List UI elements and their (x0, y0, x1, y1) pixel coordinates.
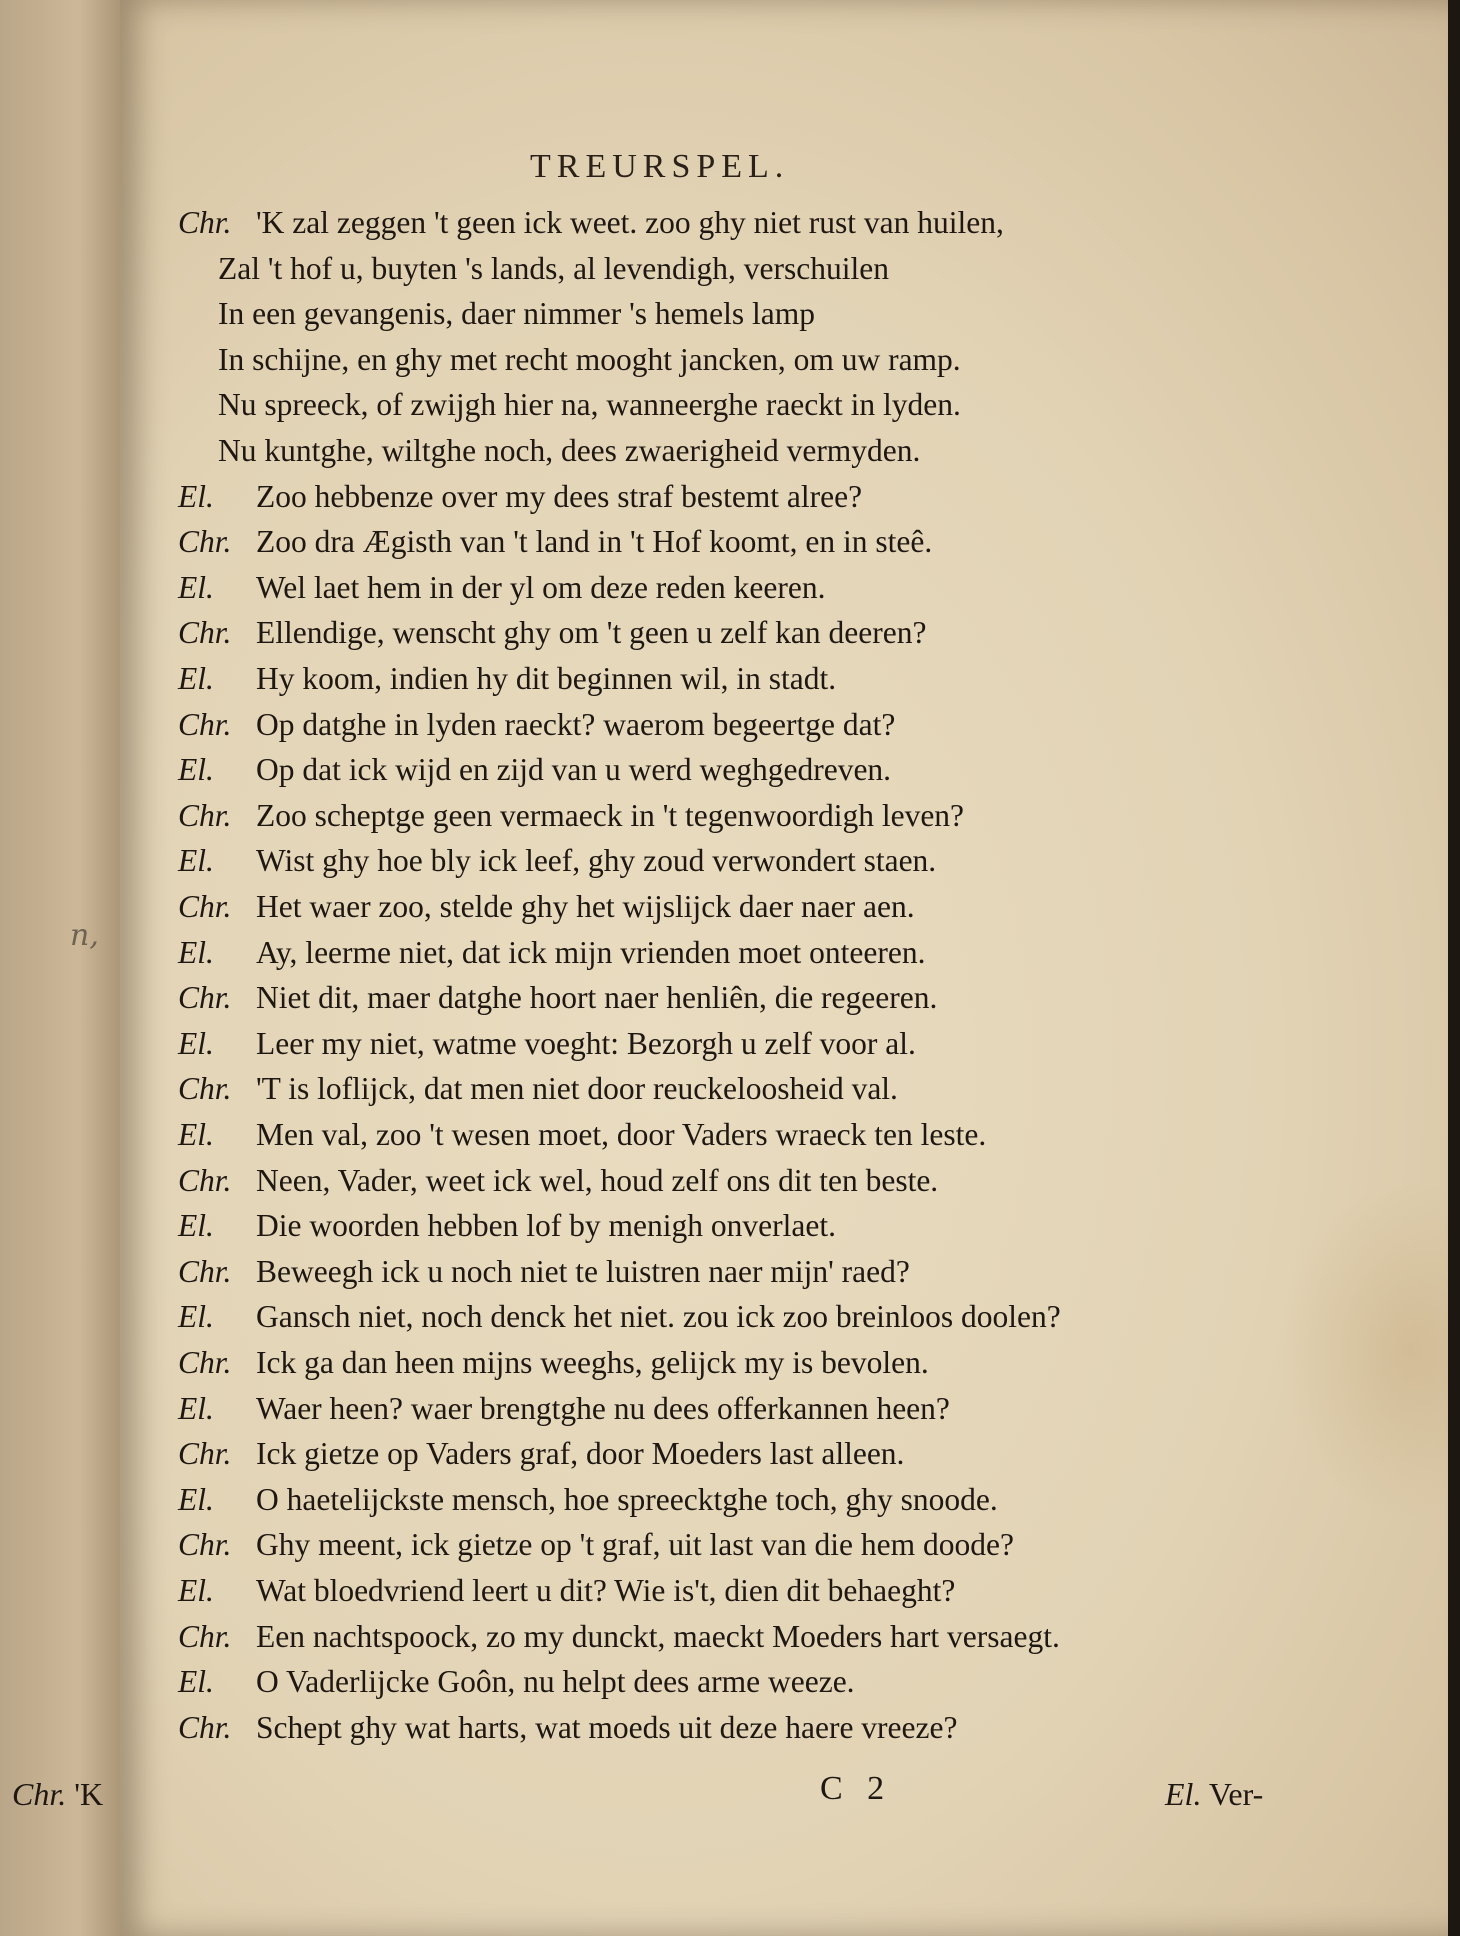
speaker-label: Chr. (178, 615, 232, 651)
verse-text: Niet dit, maer datghe hoort naer henliên, die regeeren. (256, 980, 938, 1016)
left-page-catchword (12, 1776, 103, 1813)
verse-line (178, 1710, 957, 1754)
verse-line (178, 1163, 938, 1207)
running-head: TREURSPEL. (530, 148, 790, 185)
catch-left-speaker: Chr. (12, 1776, 67, 1812)
verse-line (218, 433, 920, 477)
verse-line (178, 1573, 955, 1617)
speaker-label: Chr. (178, 524, 232, 560)
verse-line (178, 1299, 1061, 1343)
catchword (1165, 1776, 1263, 1813)
verse-line (178, 1071, 898, 1115)
speaker-label: El. (178, 661, 214, 696)
verse-line (178, 1436, 904, 1480)
verse-line (178, 889, 915, 933)
verse-line (178, 1527, 1014, 1571)
verse-text: Schept ghy wat harts, wat moeds uit deze haere vreeze? (256, 1709, 958, 1745)
speaker-label: Chr. (178, 1436, 232, 1472)
speaker-label: El. (178, 1117, 214, 1152)
speaker-label: El. (178, 569, 214, 605)
verse-text: O Vaderlijcke Goôn, nu helpt dees arme weeze. (256, 1664, 855, 1700)
verse-line (178, 1391, 950, 1435)
verse-line (178, 661, 836, 705)
verse-text: Nu kuntghe, wiltghe noch, dees zwaerigheid vermyden. (218, 433, 921, 468)
verse-text: Ay, leerme niet, dat ick mijn vrienden moet onteeren. (256, 934, 926, 970)
verse-line (178, 1482, 998, 1526)
verse-line (178, 707, 895, 751)
verse-line (178, 1619, 1060, 1663)
verse-line (178, 1026, 916, 1070)
left-page-edge (0, 0, 130, 1936)
verse-line (178, 1664, 855, 1708)
verse-text: 'T is loflijck, dat men niet door reuckeloosheid val. (256, 1071, 898, 1107)
verse-text: Ellendige, wenscht ghy om 't geen u zelf kan deeren? (256, 615, 927, 651)
verse-line (178, 1254, 910, 1298)
verse-text: Wat bloedvriend leert u dit? Wie is't, dien dit behaeght? (256, 1573, 956, 1608)
verse-line (178, 1208, 836, 1252)
speaker-label: El. (178, 1025, 214, 1061)
verse-text: Wel laet hem in der yl om deze reden keeren. (256, 569, 826, 605)
verse-text: 'K zal zeggen 't geen ick weet. zoo ghy niet rust van huilen, (256, 205, 1004, 240)
verse-text: Waer heen? waer brengtghe nu dees offerkannen heen? (256, 1390, 950, 1426)
speaker-label: El. (178, 752, 214, 788)
page-edge (1448, 0, 1460, 1936)
verse-line (178, 479, 862, 523)
verse-line (178, 524, 932, 568)
verse-text: Ghy meent, ick gietze op 't graf, uit last van die hem doode? (256, 1527, 1014, 1563)
verse-text: O haetelijckste mensch, hoe spreecktghe toch, ghy snoode. (256, 1481, 998, 1517)
verse-line (218, 296, 815, 340)
verse-line (178, 570, 825, 614)
speaker-label: Chr. (178, 205, 232, 240)
verse-line (218, 387, 961, 431)
speaker-label: Chr. (178, 1162, 232, 1198)
verse-text: Gansch niet, noch denck het niet. zou ick zoo breinloos doolen? (256, 1299, 1061, 1335)
left-page-fragment: n, (70, 918, 99, 953)
verse-text: Men val, zoo 't wesen moet, door Vaders wraeck ten leste. (256, 1117, 987, 1152)
signature-mark: C 2 (820, 1770, 893, 1807)
catchword-speaker: El. (1165, 1776, 1202, 1812)
verse-text: Beweegh ick u noch niet te luistren naer mijn' raed? (256, 1253, 910, 1289)
speaker-label: Chr. (178, 889, 232, 924)
speaker-label: El. (178, 1481, 214, 1517)
speaker-label: El. (178, 1664, 214, 1700)
verse-text: Leer my niet, watme voeght: Bezorgh u zelf voor al. (256, 1025, 916, 1061)
speaker-label: El. (178, 1573, 214, 1608)
verse-text: Zoo scheptge geen vermaeck in 't tegenwoordigh leven? (256, 797, 965, 833)
verse-line (178, 615, 926, 659)
verse-text: Op dat ick wijd en zijd van u werd weghgedreven. (256, 752, 892, 788)
speaker-label: Chr. (178, 1345, 232, 1380)
speaker-label: El. (178, 843, 214, 879)
verse-text: Neen, Vader, weet ick wel, houd zelf ons dit ten beste. (256, 1162, 939, 1198)
verse-line (178, 798, 964, 842)
speaker-label: Chr. (178, 1253, 232, 1289)
speaker-label: El. (178, 1390, 214, 1426)
speaker-label: El. (178, 1208, 214, 1244)
verse-line (178, 935, 925, 979)
verse-text: In schijne, en ghy met recht mooght jancken, om uw ramp. (218, 341, 961, 377)
water-stain (1280, 1180, 1460, 1520)
speaker-label: Chr. (178, 1071, 232, 1107)
verse-line (218, 251, 889, 295)
verse-text: Die woorden hebben lof by menigh onverlaet. (256, 1208, 836, 1244)
verse-text: Ick gietze op Vaders graf, door Moeders last alleen. (256, 1436, 905, 1472)
verse-text: Zoo dra Ægisth van 't land in 't Hof koomt, en in steê. (256, 524, 933, 560)
verse-line (178, 980, 937, 1024)
catch-left-text: 'K (74, 1776, 104, 1812)
speaker-label: Chr. (178, 1527, 232, 1563)
verse-text: Een nachtspoock, zo my dunckt, maeckt Moeders hart versaegt. (256, 1618, 1060, 1654)
speaker-label: El. (178, 1299, 214, 1335)
verse-text: Zoo hebbenze over my dees straf bestemt alree? (256, 478, 863, 514)
verse-line (178, 205, 1004, 249)
verse-line (178, 1345, 929, 1389)
speaker-label: Chr. (178, 797, 232, 833)
speaker-label: Chr. (178, 1709, 232, 1745)
speaker-label: Chr. (178, 706, 232, 742)
verse-text: Het waer zoo, stelde ghy het wijslijck daer naer aen. (256, 889, 915, 924)
speaker-label: Chr. (178, 980, 232, 1016)
verse-text: In een gevangenis, daer nimmer 's hemels lamp (218, 296, 815, 332)
verse-line (178, 843, 936, 887)
verse-text: Ick ga dan heen mijns weeghs, gelijck my is bevolen. (256, 1345, 929, 1380)
verse-line (178, 752, 891, 796)
verse-text: Hy koom, indien hy dit beginnen wil, in stadt. (256, 661, 837, 696)
catchword-text: Ver- (1208, 1776, 1264, 1812)
verse-line (178, 1117, 986, 1161)
verse-text: Nu spreeck, of zwijgh hier na, wanneerghe raeckt in lyden. (218, 387, 961, 423)
speaker-label: El. (178, 478, 214, 514)
verse-text: Op datghe in lyden raeckt? waerom begeertge dat? (256, 706, 896, 742)
verse-text: Zal 't hof u, buyten 's lands, al levendigh, verschuilen (218, 250, 889, 286)
verse-line (218, 342, 961, 386)
verse-text: Wist ghy hoe bly ick leef, ghy zoud verwondert staen. (256, 843, 937, 879)
speaker-label: Chr. (178, 1618, 232, 1654)
speaker-label: El. (178, 934, 214, 970)
